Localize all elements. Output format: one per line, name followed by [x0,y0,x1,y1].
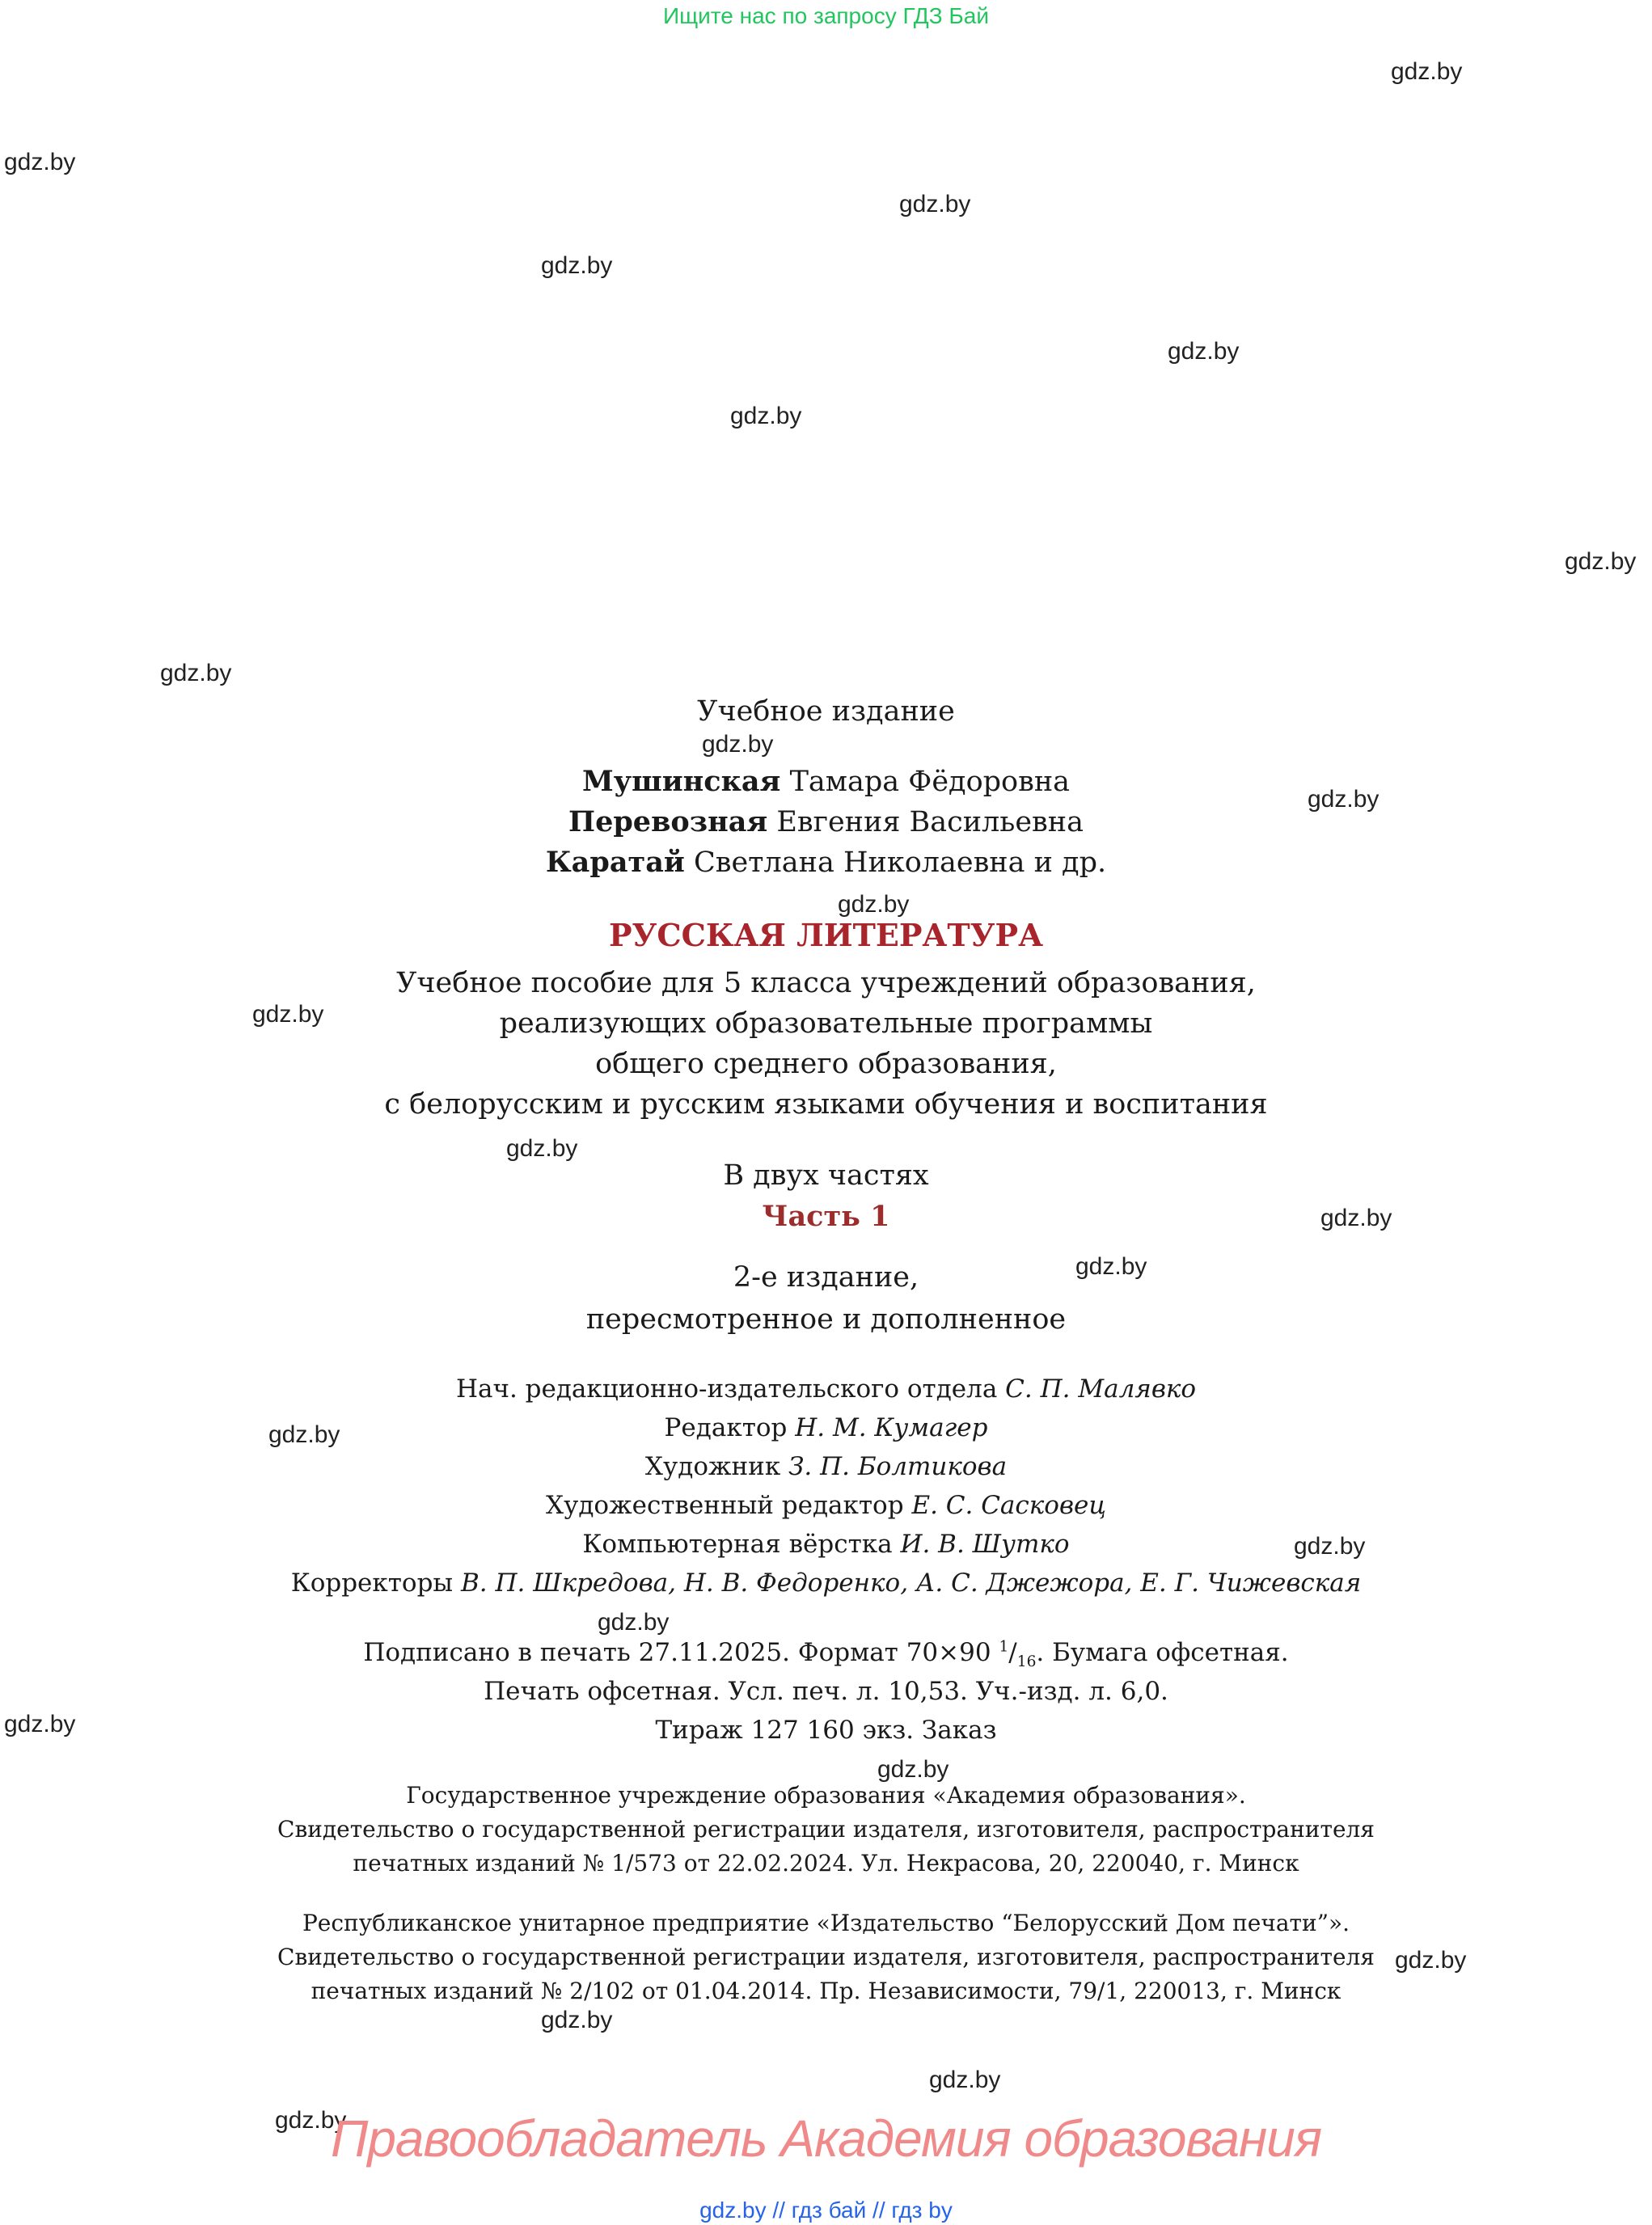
fraction-denominator: 16 [1016,1653,1037,1671]
credit-role: Художник [644,1452,781,1481]
watermark: gdz.by [1391,58,1463,85]
credit-line [0,1374,1652,1404]
watermark: gdz.by [1168,338,1240,365]
credit-person: Н. М. Кумагер [795,1413,988,1442]
watermark: gdz.by [252,1001,324,1028]
edition-line: пересмотренное и дополненное [585,1303,1067,1336]
watermark: gdz.by [4,149,76,175]
credit-role: Нач. редакционно-издательского отдела [455,1374,998,1404]
times-sign: × [938,1638,960,1667]
print-info-line [0,1638,1652,1670]
watermark: gdz.by [1320,1205,1392,1231]
author-surname: Каратай [545,846,685,879]
description-line: с белорусским и русским языками обучения и воспитания [384,1088,1268,1121]
watermark: gdz.by [1075,1253,1147,1280]
publisher-line: печатных изданий № 1/573 от 22.02.2024. Ул. Некрасова, 20, 220040, г. Минск [353,1850,1299,1877]
footer-link-gdz-by-cyr[interactable]: гдз by [891,2198,953,2223]
watermark: gdz.by [598,1609,670,1636]
footer-separator: // [772,2198,785,2223]
print-info-line: Печать офсетная. Усл. печ. л. 10,53. Уч.-изд. л. 6,0. [484,1677,1168,1706]
credit-role: Компьютерная вёрстка [582,1530,893,1559]
print-signed: Подписано в печать 27.11.2025. Формат 70 [363,1638,939,1667]
edition-line: 2-е издание, [733,1261,919,1294]
author-name: Тамара Фёдоровна [789,766,1071,798]
footer-links [0,2198,1652,2223]
rights-holder: Правообладатель Академия образования [330,2109,1322,2168]
watermark: gdz.by [1395,1947,1467,1974]
credit-role: Корректоры [290,1568,454,1598]
top-banner: Ищите нас по запросу ГДЗ Бай [662,3,990,28]
credit-person: Е. С. Сасковец [911,1491,1106,1520]
watermark: gdz.by [506,1135,578,1162]
edition-type: Учебное издание [697,695,955,728]
credit-person: И. В. Шутко [900,1530,1070,1559]
watermark: gdz.by [160,660,232,686]
description-line: общего среднего образования, [595,1048,1057,1080]
format-number: 90 [959,1638,991,1667]
author-surname: Мушинская [581,765,781,798]
author-line [0,805,1652,838]
watermark: gdz.by [541,252,613,279]
credit-line [0,1491,1652,1520]
footer-separator: // [872,2198,885,2223]
paper-type: . Бумага офсетная. [1036,1638,1289,1667]
credit-person: В. П. Шкредова, Н. В. Федоренко, А. С. Джежора, Е. Г. Чижевская [460,1568,1362,1598]
printer-line: Республиканское унитарное предприятие «Издательство “Белорусский Дом печати”». [302,1910,1350,1936]
fraction-separator: / [1008,1638,1017,1667]
book-title: РУССКАЯ ЛИТЕРАТУРА [608,917,1044,953]
watermark: gdz.by [899,191,971,217]
fraction-numerator: 1 [999,1638,1009,1656]
watermark: gdz.by [877,1756,949,1783]
part-number: Часть 1 [762,1200,890,1233]
credit-person: С. П. Малявко [1005,1374,1197,1404]
watermark: gdz.by [541,2007,613,2033]
author-line [0,765,1652,798]
publisher-line: Государственное учреждение образования «Академия образования». [406,1782,1246,1809]
credit-person: З. П. Болтикова [788,1452,1008,1481]
watermark: gdz.by [4,1711,76,1737]
author-name: Евгения Васильевна [776,806,1084,838]
print-info-line: Тираж 127 160 экз. Заказ [655,1716,997,1745]
watermark: gdz.by [1294,1533,1366,1560]
credit-line [0,1413,1652,1442]
printer-line: Свидетельство о государственной регистрации издателя, изготовителя, распространителя [277,1944,1375,1970]
watermark: gdz.by [1308,786,1379,813]
watermark: gdz.by [275,2107,347,2134]
watermark: gdz.by [702,731,774,758]
credit-line [0,1452,1652,1481]
author-name: Светлана Николаевна и др. [693,847,1107,879]
printer-line: печатных изданий № 2/102 от 01.04.2014. Пр. Независимости, 79/1, 220013, г. Минск [311,1978,1341,2004]
author-line [0,846,1652,879]
watermark: gdz.by [730,403,802,429]
watermark: gdz.by [838,891,910,918]
credit-line [0,1530,1652,1559]
author-surname: Перевозная [568,805,768,838]
description-line: реализующих образовательные программы [499,1007,1153,1040]
credit-line [0,1568,1652,1598]
credit-role: Редактор [664,1413,788,1442]
watermark: gdz.by [1565,548,1637,575]
footer-link-gdz-by[interactable]: gdz.by [699,2198,767,2223]
watermark: gdz.by [929,2067,1001,2093]
parts-note: В двух частях [723,1159,929,1192]
description-line: Учебное пособие для 5 класса учреждений образования, [396,967,1256,999]
credit-role: Художественный редактор [546,1491,904,1520]
watermark: gdz.by [268,1421,340,1448]
footer-link-gdz-bai[interactable]: гдз бай [791,2198,867,2223]
publisher-line: Свидетельство о государственной регистрации издателя, изготовителя, распространителя [277,1816,1375,1843]
